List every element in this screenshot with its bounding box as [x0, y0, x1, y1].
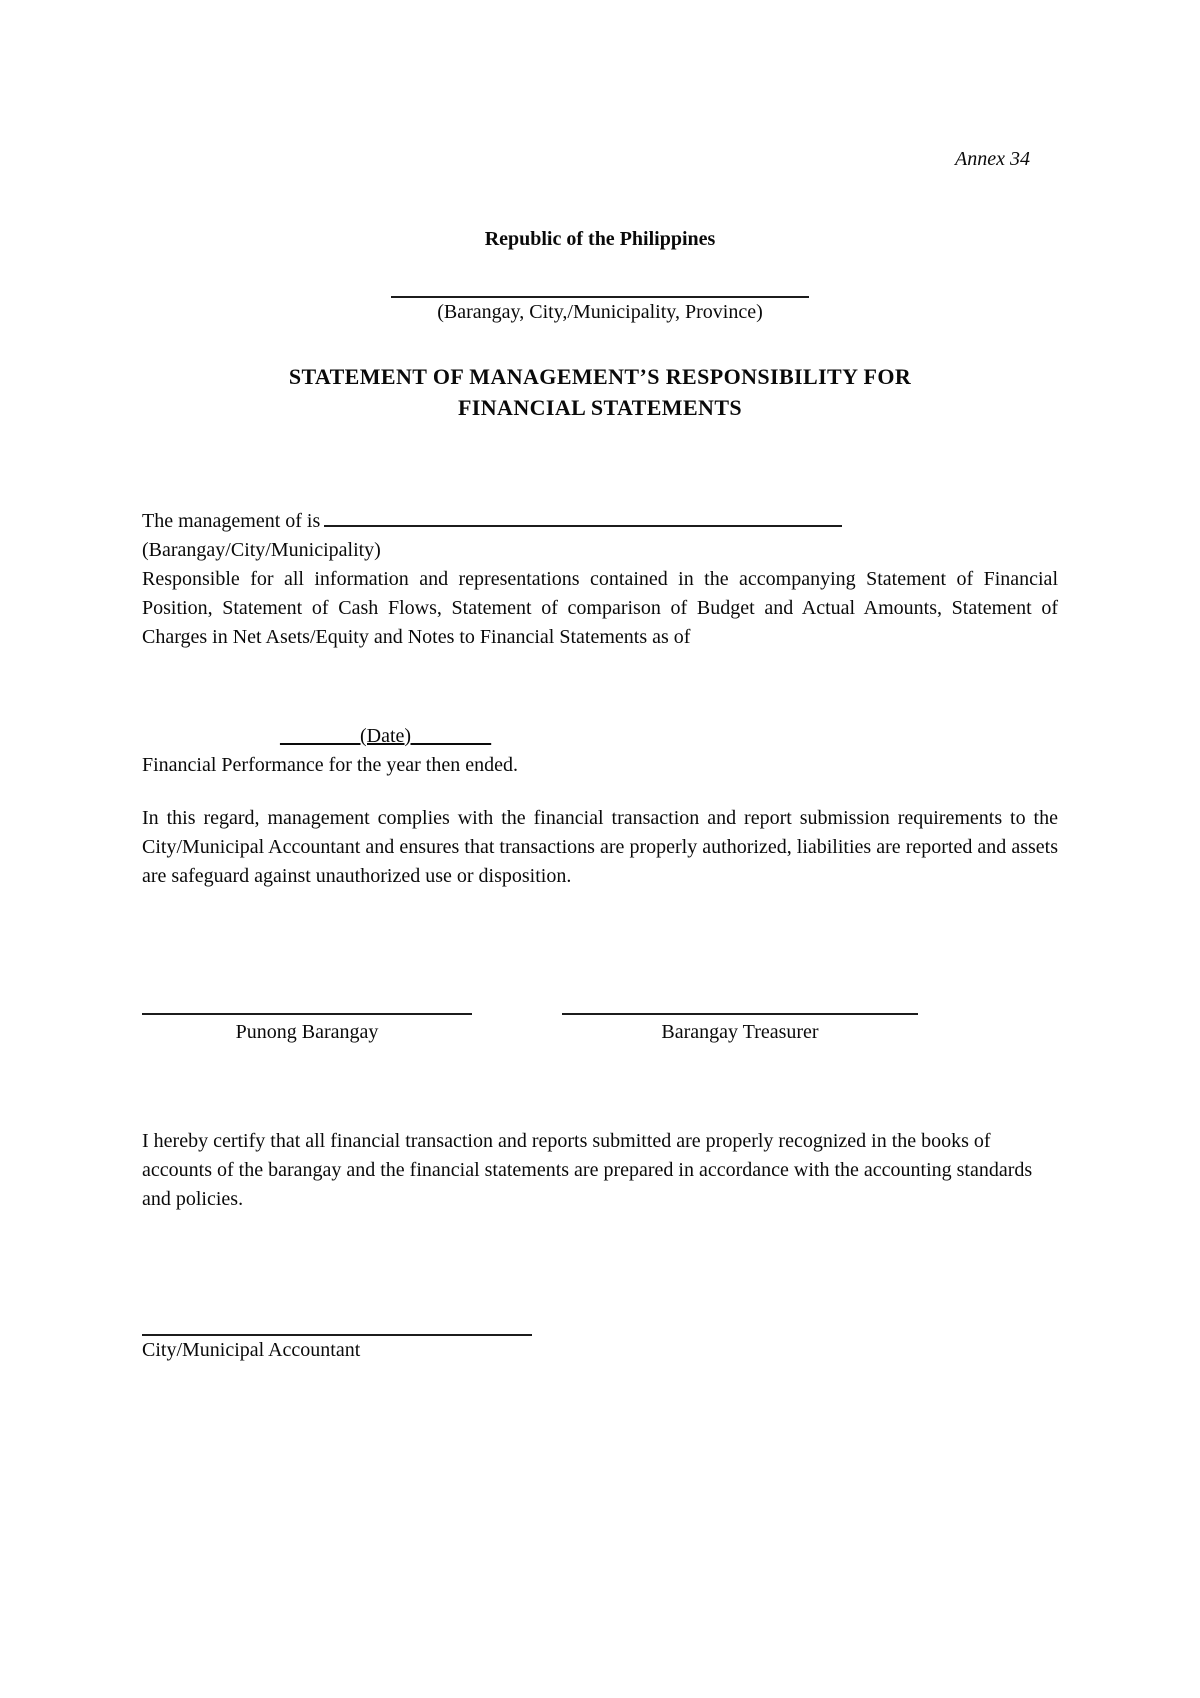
responsible-paragraph: Responsible for all information and representations contained in the accompanying Statement of Financial Position, Statement of Cash Flows, Statement of comparison of Budget and Actual Amounts, Statement of Charges in Net Asets/Equity and Notes to Financial Statements as of: [142, 568, 1058, 648]
barangay-treasurer-label: Barangay Treasurer: [661, 1021, 819, 1043]
management-block: [142, 507, 1058, 652]
annex-label: Annex 34: [955, 148, 1030, 170]
barangay-treasurer-signature-line: [562, 1013, 918, 1015]
management-prefix: The management of is: [142, 510, 321, 532]
date-line: [280, 722, 1058, 751]
location-caption: (Barangay, City,/Municipality, Province): [437, 301, 763, 323]
barangay-treasurer-signature-block: [562, 1013, 918, 1047]
certify-paragraph: I hereby certify that all financial transaction and reports submitted are properly recognized in the books of accounts of the barangay and the financial statements are prepared in accordance with the accounting standards and policies.: [142, 1130, 1033, 1210]
accountant-label: City/Municipal Accountant: [142, 1339, 361, 1361]
management-caption: (Barangay/City/Municipality): [142, 539, 381, 561]
document-title: [142, 361, 1058, 423]
performance-line: Financial Performance for the year then ended.: [142, 754, 518, 776]
punong-barangay-signature-block: [142, 1013, 472, 1047]
regard-paragraph: In this regard, management complies with the financial transaction and report submission requirements to the City/Municipal Accountant and ensures that transactions are properly authorized, liabilities are reported and assets are safeguard against unauthorized use or disposition.: [142, 807, 1058, 887]
document-title-line1: STATEMENT OF MANAGEMENT’S RESPONSIBILITY FOR: [288, 364, 912, 389]
accountant-signature-block: [142, 1334, 1058, 1365]
punong-barangay-signature-line: [142, 1013, 472, 1015]
document-page: [0, 145, 1200, 1698]
management-line: [142, 507, 1058, 536]
management-blank-line: [324, 508, 842, 527]
republic-heading: Republic of the Philippines: [484, 228, 716, 250]
signature-row: [142, 1013, 1058, 1047]
date-blank-line: ________(Date)________: [280, 725, 492, 747]
punong-barangay-label: Punong Barangay: [235, 1021, 379, 1043]
document-title-line2: FINANCIAL STATEMENTS: [457, 395, 743, 420]
